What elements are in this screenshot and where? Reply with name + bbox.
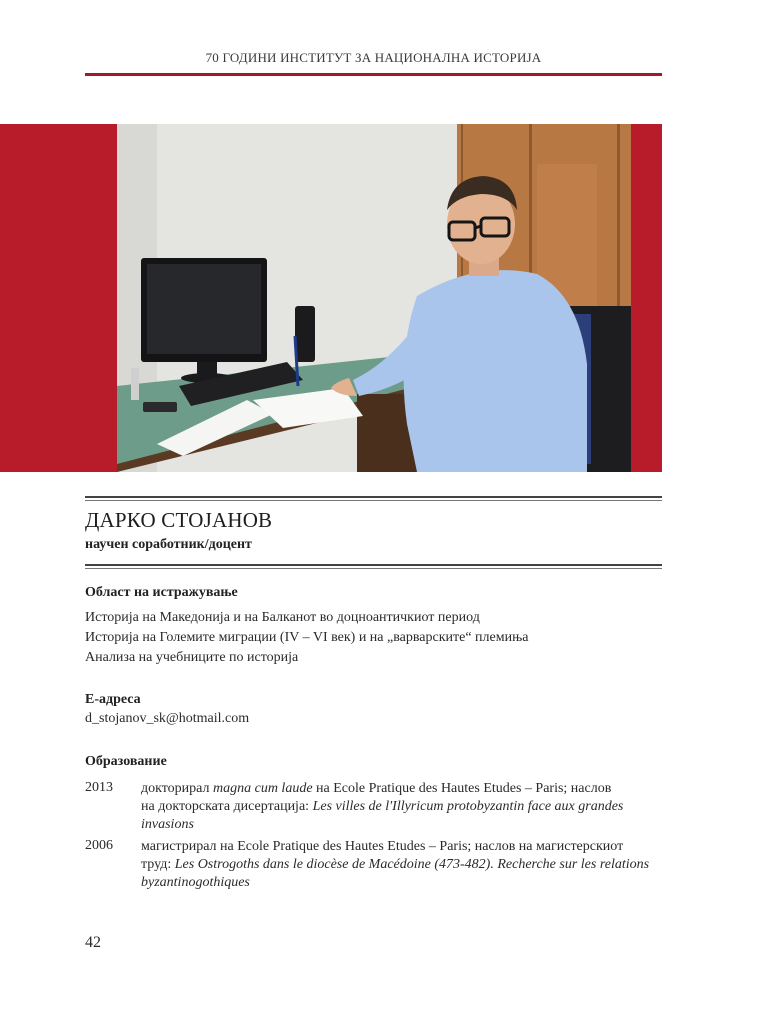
education-text: труд: (141, 857, 175, 872)
header-rule (85, 73, 662, 76)
research-item: Историја на Големите миграции (IV – VI век) и на „варварските“ племиња (85, 630, 529, 645)
name-rule-bottom (85, 564, 662, 569)
portrait-photo (117, 124, 631, 472)
research-heading: Област на истражување (85, 585, 238, 600)
education-text-italic: byzantinogothiques (141, 875, 250, 890)
education-year: 2006 (85, 838, 113, 853)
education-text-italic: magna cum laude (213, 781, 313, 796)
email-address[interactable]: d_stojanov_sk@hotmail.com (85, 711, 250, 726)
research-item: Историја на Македонија и на Балканот во доцноантичкиот период (85, 610, 480, 625)
page-number: 42 (85, 934, 101, 951)
education-text-italic: Les Ostrogoths dans le diocèse de Macédoine (473-482). Recherche sur les relations (174, 857, 650, 872)
email-heading: Е-адреса (85, 692, 141, 707)
education-year: 2013 (85, 780, 113, 795)
person-position: научен соработник/доцент (85, 537, 252, 552)
name-rule-top (85, 496, 662, 501)
education-heading: Образование (85, 754, 167, 769)
portrait-photo-illustration (117, 124, 631, 472)
education-text-italic: Les villes de l'Illyricum protobyzantin face aux grandes (312, 799, 624, 814)
education-text-italic: invasions (141, 817, 194, 832)
education-text: на докторската дисертација: (141, 799, 313, 814)
education-text: магистрирал на Ecole Pratique des Hautes Etudes – Paris; наслов на магистерскиот (141, 839, 624, 854)
education-text: на Ecole Pratique des Hautes Etudes – Paris; наслов (312, 781, 612, 796)
person-name: ДАРКО СТОЈАНОВ (85, 508, 273, 532)
education-text: докторирал (141, 781, 213, 796)
research-item: Анализа на учебниците по историја (85, 650, 299, 665)
page-header-title: 70 ГОДИНИ ИНСТИТУТ ЗА НАЦИОНАЛНА ИСТОРИЈА (205, 50, 542, 65)
